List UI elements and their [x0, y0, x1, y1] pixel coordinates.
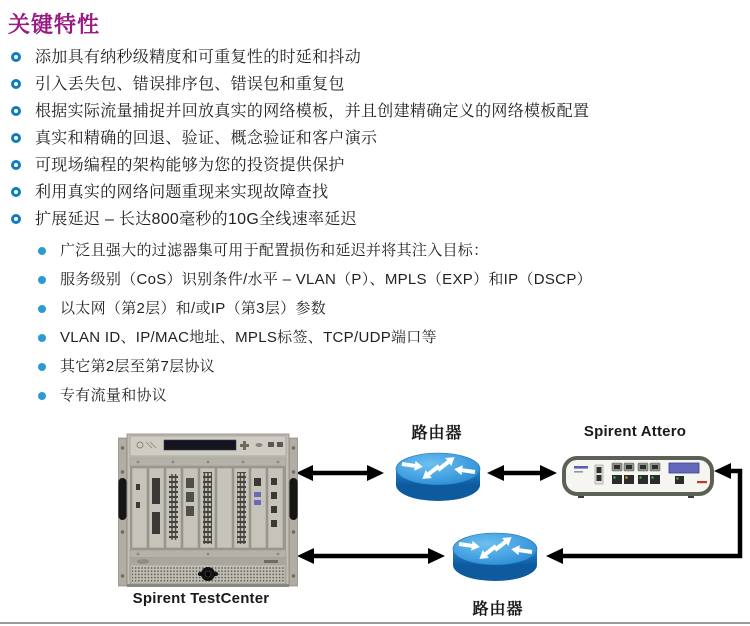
ring-bullet-icon — [11, 214, 21, 224]
feature-item — [8, 102, 744, 121]
feature-item — [8, 183, 744, 202]
feature-item — [8, 210, 744, 229]
attero-device-illustration — [562, 456, 714, 501]
router-top-icon — [393, 443, 483, 507]
page-bottom-divider — [0, 622, 750, 624]
network-topology-diagram — [0, 418, 750, 624]
ring-bullet-icon — [11, 79, 21, 89]
feature-item-text: 引入丢失包、错误排序包、错误包和重复包 — [35, 76, 345, 93]
feature-sub-item-text: 其它第2层至第7层协议 — [60, 358, 215, 375]
feature-sub-item-text: 以太网（第2层）和/或IP（第3层）参数 — [60, 300, 327, 317]
router-bottom-icon — [450, 523, 540, 587]
feature-sub-item — [36, 358, 744, 376]
feature-item — [8, 48, 744, 67]
page-title: 关键特性 — [8, 12, 101, 37]
feature-item — [8, 75, 744, 94]
feature-item-text: 真实和精确的回退、验证、概念验证和客户演示 — [35, 130, 378, 147]
ring-bullet-icon — [11, 160, 21, 170]
feature-item-text: 利用真实的网络问题重现来实现故障查找 — [35, 184, 329, 201]
feature-sub-item-text: 专有流量和协议 — [60, 387, 168, 404]
ring-bullet-icon — [11, 106, 21, 116]
feature-sub-item-text: 广泛且强大的过滤器集可用于配置损伤和延迟并将其注入目标： — [60, 242, 489, 259]
feature-item-text: 添加具有纳秒级精度和可重复性的时延和抖动 — [35, 49, 362, 66]
dot-bullet-icon — [38, 334, 46, 342]
feature-sub-item — [36, 242, 744, 260]
dot-bullet-icon — [38, 276, 46, 284]
router-top-label: 路由器 — [411, 425, 463, 442]
feature-item-text: 可现场编程的架构能够为您的投资提供保护 — [35, 157, 345, 174]
attero-label: Spirent Attero — [583, 423, 687, 440]
feature-sub-item — [36, 329, 744, 347]
feature-item — [8, 129, 744, 148]
testcenter-label: Spirent TestCenter — [132, 590, 270, 607]
feature-sub-item-text: 服务级别（CoS）识别条件/水平 – VLAN（P）、MPLS（EXP）和IP（DSCP） — [60, 271, 592, 288]
feature-sub-item-text: VLAN ID、IP/MAC地址、MPLS标签、TCP/UDP端口等 — [60, 329, 437, 346]
key-features-section — [8, 8, 744, 416]
feature-sub-item — [36, 271, 744, 289]
dot-bullet-icon — [38, 363, 46, 371]
ring-bullet-icon — [11, 52, 21, 62]
feature-sub-item — [36, 387, 744, 405]
feature-item-text: 根据实际流量捕捉并回放真实的网络模板，并且创建精确定义的网络模板配置 — [35, 103, 590, 120]
testcenter-chassis-illustration — [118, 432, 298, 592]
feature-item-text: 扩展延迟 – 长达800毫秒的10G全线速率延迟 — [35, 211, 357, 228]
ring-bullet-icon — [11, 187, 21, 197]
feature-sub-list — [36, 242, 744, 405]
feature-sub-item — [36, 300, 744, 318]
router-bottom-label: 路由器 — [472, 601, 524, 618]
dot-bullet-icon — [38, 392, 46, 400]
dot-bullet-icon — [38, 305, 46, 313]
dot-bullet-icon — [38, 247, 46, 255]
ring-bullet-icon — [11, 133, 21, 143]
feature-item — [8, 156, 744, 175]
feature-list — [8, 48, 744, 229]
